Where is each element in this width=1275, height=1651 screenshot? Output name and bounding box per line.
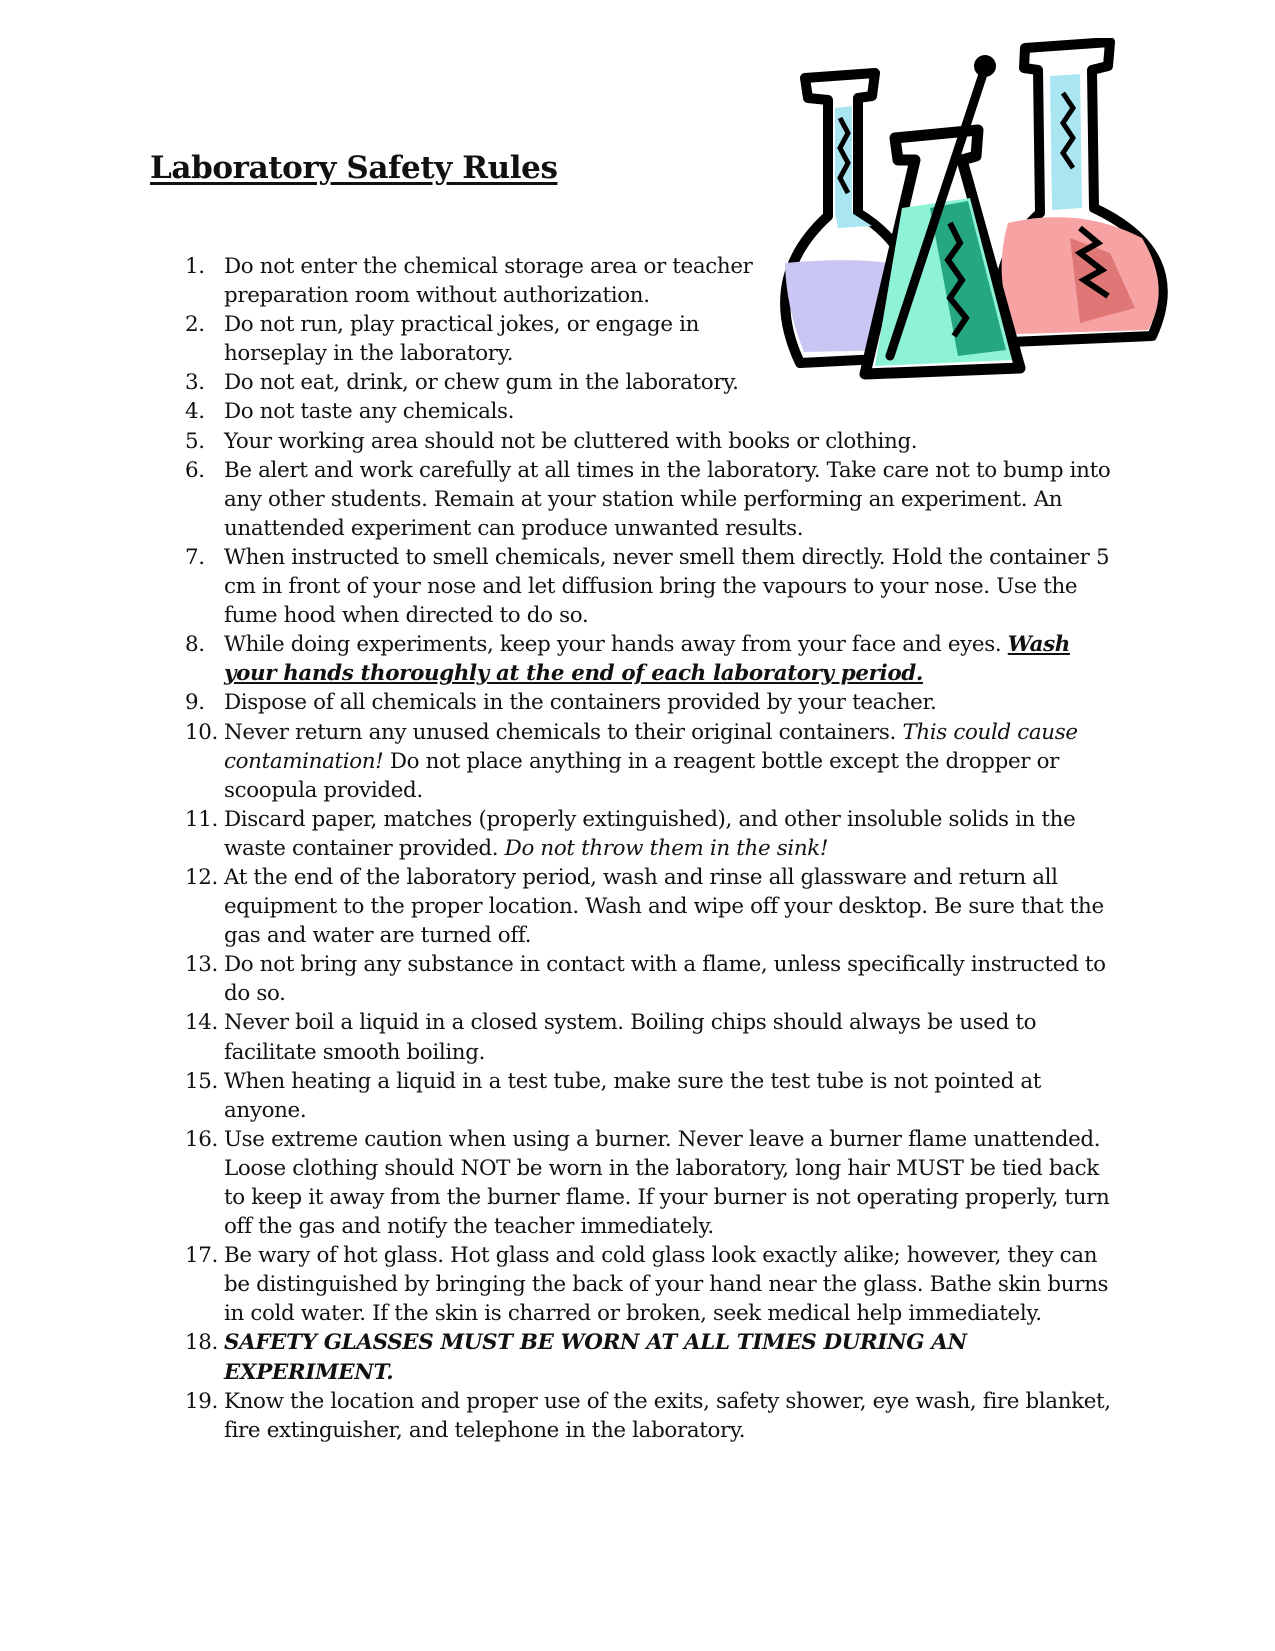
rule-8: 8. While doing experiments, keep your hands away from your face and eyes. Wash your hands thoroughly at the end of each laboratory period. [185,632,1070,687]
handwashing-emphasis: Wash your hands thoroughly at the end of each laboratory period. [224,632,1070,687]
rule-11: 11. Discard paper, matches (properly extinguished), and other insoluble solids in the waste container provided. Do not throw them in the sink! [185,806,1076,861]
safety-glasses-rule: SAFETY GLASSES MUST BE WORN AT ALL TIMES DURING AN EXPERIMENT. [224,1330,967,1385]
rule-6: 6. Be alert and work carefully at all times in the laboratory. Take care not to bump into any other students. Remain at your station while performing an experiment. An unattended experiment can produce unwanted results. [185,457,1111,541]
page-title: Laboratory Safety Rules [150,150,558,186]
rule-16: 16. Use extreme caution when using a burner. Never leave a burner flame unattended. Loose clothing should NOT be worn in the laboratory, long hair MUST be tied back to keep it away from the burner flame. If your burner is not operating properly, turn off the gas and notify the teacher immediately. [185,1126,1110,1240]
rule-13: 13. Do not bring any substance in contact with a flame, unless specifically instructed to do so. [185,952,1106,1007]
rule-17: 17. Be wary of hot glass. Hot glass and cold glass look exactly alike; however, they can be distinguished by bringing the back of your hand near the glass. Bathe skin burns in cold water. If the skin is charred or broken, seek medical help immediately. [185,1243,1109,1327]
rule-15: 15. When heating a liquid in a test tube, make sure the test tube is not pointed at anyone. [185,1068,1042,1123]
rule-14: 14. Never boil a liquid in a closed system. Boiling chips should always be used to facilitate smooth boiling. [185,1010,1037,1065]
rule-5: 5. Your working area should not be cluttered with books or clothing. [185,428,918,454]
rule-2: 2. Do not run, play practical jokes, or engage in horseplay in the laboratory. [185,312,700,367]
safety-rules-list [185,252,1117,1445]
rule-3: 3. Do not eat, drink, or chew gum in the laboratory. [185,370,739,396]
rule-9: 9. Dispose of all chemicals in the containers provided by your teacher. [185,690,937,716]
rule-7: 7. When instructed to smell chemicals, never smell them directly. Hold the container 5 cm in front of your nose and let diffusion bring the vapours to your nose. Use the fume hood when directed to do so. [185,544,1110,629]
rule-1: 1. Do not enter the chemical storage area or teacher preparation room without authorization. [185,254,753,309]
rule-19: 19. Know the location and proper use of the exits, safety shower, eye wash, fire blanket, fire extinguisher, and telephone in the laboratory. [185,1388,1111,1443]
rule-10: 10. Never return any unused chemicals to their original containers. This could cause contamination! Do not place anything in a reagent bottle except the dropper or scoopula provided. [185,719,1078,803]
rule-4: 4. Do not taste any chemicals. [185,399,515,425]
rule-18: 18. SAFETY GLASSES MUST BE WORN AT ALL TIMES DURING AN EXPERIMENT. [185,1328,1117,1386]
rule-12: 12. At the end of the laboratory period, wash and rinse all glassware and return all equipment to the proper location. Wash and wipe off your desktop. Be sure that the gas and water are turned off. [185,864,1104,949]
